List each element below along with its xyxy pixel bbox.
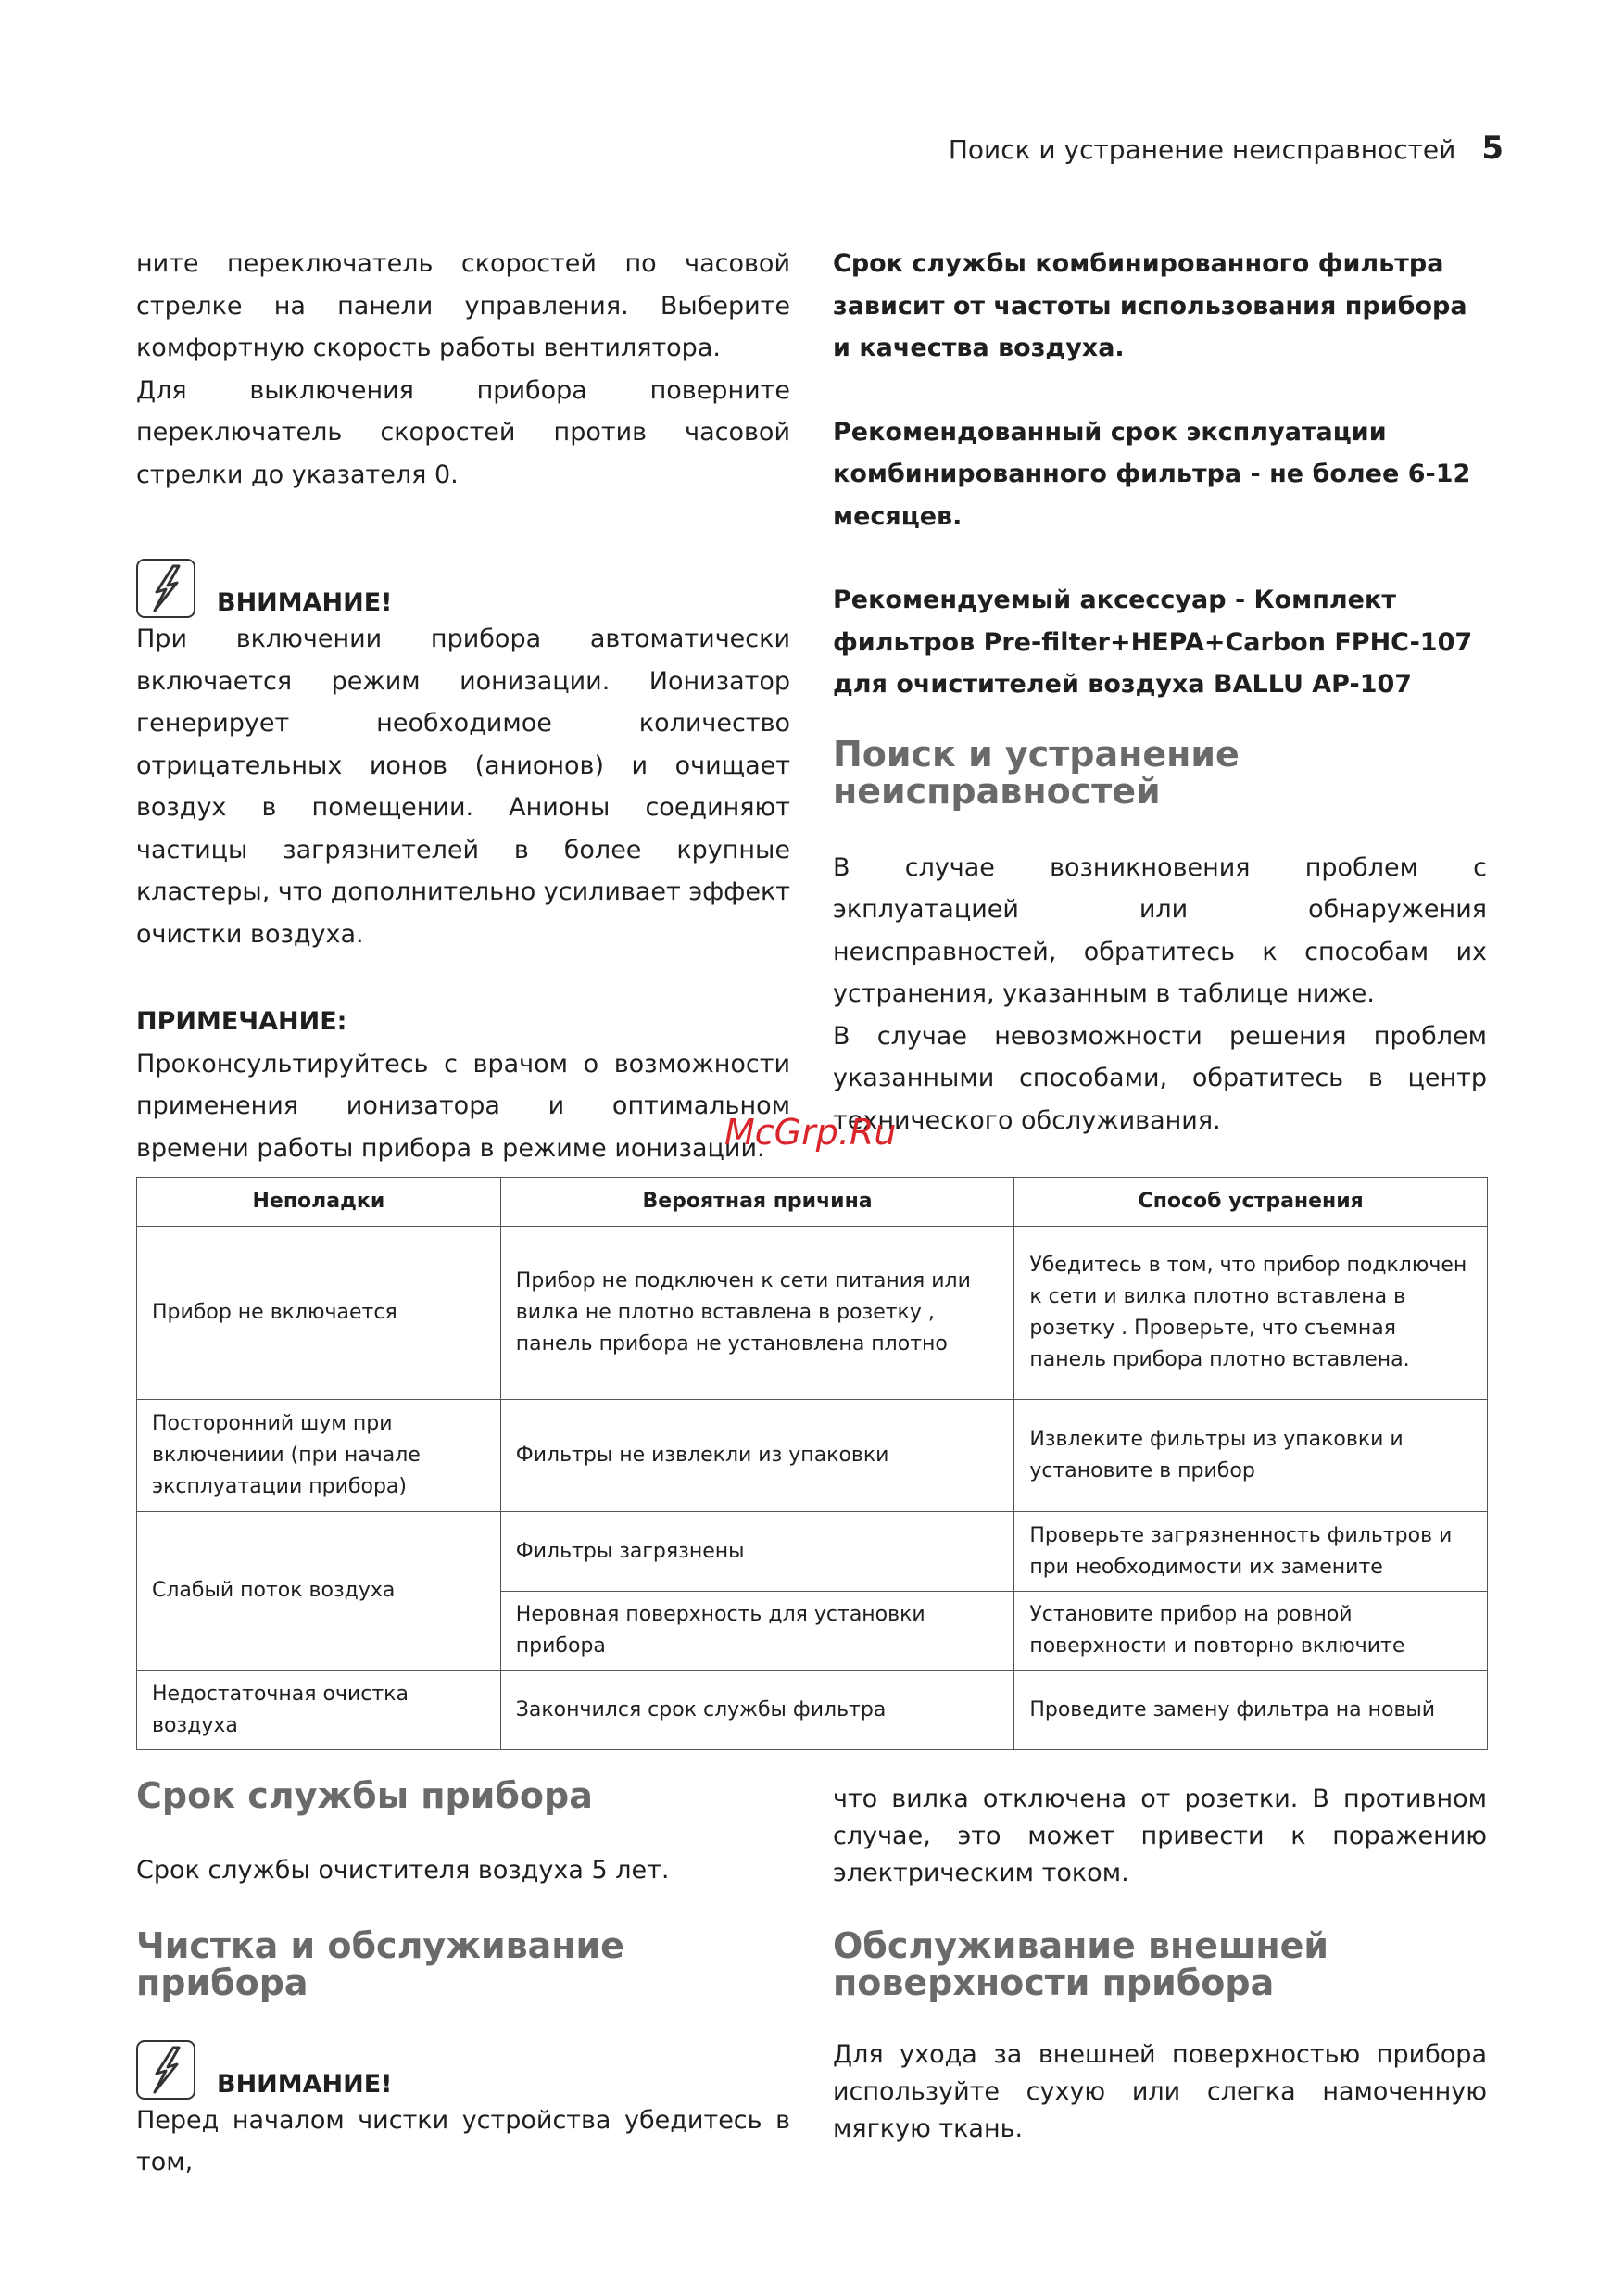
left-column [136,243,790,1169]
table-cell-cause: Неровная поверхность для установки прибора [500,1592,1014,1671]
cleaning-heading: Чистка и обслуживание прибора [136,1924,624,2003]
bottom-right-column [833,1781,1487,2148]
service-life-text: Срок службы очистителя воздуха 5 лет. [136,1856,670,1885]
troubleshooting-para-1: В случае возникновения проблем с экплуатацией или обнаружения неисправностей, обратитесь к способам их устранения, указанным в таблице ниже. [833,852,1487,1008]
table-cell-cause: Закончился срок службы фильтра [500,1671,1014,1750]
left-para-1: ните переключатель скоростей по часовой стрелке на панели управления. Выберите комфортную скорость работы вентилятора. [136,249,790,362]
table-cell-fix: Убедитесь в том, что прибор подключен к сети и вилка плотно вставлена в розетку . Проверьте, что съемная панель прибора плотно вставлена. [1014,1227,1488,1400]
troubleshooting-heading: Поиск и устранение неисправностей [833,733,1240,812]
note-label: ПРИМЕЧАНИЕ: [136,1007,347,1036]
table-cell-fix: Извлеките фильтры из упаковки и установите в прибор [1014,1400,1488,1512]
table-header-row [137,1178,1488,1227]
filter-life-text: Срок службы комбинированного фильтра зависит от частоты использования прибора и качества воздуха. [833,249,1467,362]
table-header-problem: Неполадки [137,1178,501,1227]
bottom-left-column [136,1777,790,2184]
table-cell-problem: Посторонний шум при включениии (при начале эксплуатации прибора) [137,1400,501,1512]
table-cell-problem: Слабый поток воздуха [137,1512,501,1671]
cleaning-warning-block [136,2033,790,2100]
table-row [137,1671,1488,1750]
table-header-fix: Способ устранения [1014,1178,1488,1227]
service-life-heading: Срок службы прибора [136,1775,593,1816]
filter-recommended-term: Рекомендованный срок эксплуатации комбинированного фильтра - не более 6-12 месяцев. [833,417,1471,531]
table-cell-problem: Прибор не включается [137,1227,501,1400]
table-row [137,1400,1488,1512]
warning-block [136,551,790,618]
table-cell-fix: Проведите замену фильтра на новый [1014,1671,1488,1750]
warning-icon [136,2040,195,2100]
note-text: Проконсультируйтесь с врачом о возможности применения ионизатора и оптимальном времени работы прибора в режиме ионизации. [136,1049,790,1163]
exterior-heading: Обслуживание внешней поверхности прибора [833,1925,1329,2003]
table-cell-cause: Фильтры загрязнены [500,1512,1014,1592]
table-cell-cause: Прибор не подключен к сети питания или вилка не плотно вставлена в розетку , панель прибора не установлена плотно [500,1227,1014,1400]
table-cell-fix: Установите прибор на ровной поверхности и повторно включите [1014,1592,1488,1671]
page-number: 5 [1481,130,1504,167]
cleaning-warning-continuation: что вилка отключена от розетки. В противном случае, это может привести к поражению электрическим током. [833,1784,1487,1887]
exterior-text: Для ухода за внешней поверхностью прибора используйте сухую или слегка намоченную мягкую ткань. [833,2040,1487,2143]
troubleshooting-para-2: В случае невозможности решения проблем указанными способами, обратитесь в центр технического обслуживания. [833,1021,1487,1135]
table-cell-cause: Фильтры не извлекли из упаковки [500,1400,1014,1512]
page-header [949,130,1504,167]
table-row [137,1227,1488,1400]
table-header-cause: Вероятная причина [500,1178,1014,1227]
table-cell-fix: Проверьте загрязненность фильтров и при необходимости их замените [1014,1512,1488,1592]
watermark: McGrp.Ru [724,1112,897,1153]
header-title: Поиск и устранение неисправностей [948,134,1456,165]
recommended-accessory: Рекомендуемый аксессуар - Комплект фильтров Pre-filter+HEPA+Carbon FPHC-107 для очистителей воздуха BALLU AP-107 [833,586,1473,699]
table-cell-problem: Недостаточная очистка воздуха [137,1671,501,1750]
troubleshooting-table [136,1177,1488,1750]
table-row [137,1512,1488,1592]
warning-text: При включении прибора автоматически включается режим ионизации. Ионизатор генерирует необходимое количество отрицательных ионов (анионов) и очищает воздух в помещении. Анионы соединяют частицы загрязнителей в более крупные кластеры, что дополнительно усиливает эффект очистки воздуха. [136,624,790,949]
warning-label: ВНИМАНИЕ! [217,588,393,617]
cleaning-warning-text: Перед началом чистки устройства убедитесь в том, [136,2105,790,2176]
left-para-2: Для выключения прибора поверните переключатель скоростей против часовой стрелки до указателя 0. [136,375,790,489]
right-column [833,243,1487,1141]
warning-label: ВНИМАНИЕ! [217,2069,393,2099]
warning-icon [136,559,195,618]
